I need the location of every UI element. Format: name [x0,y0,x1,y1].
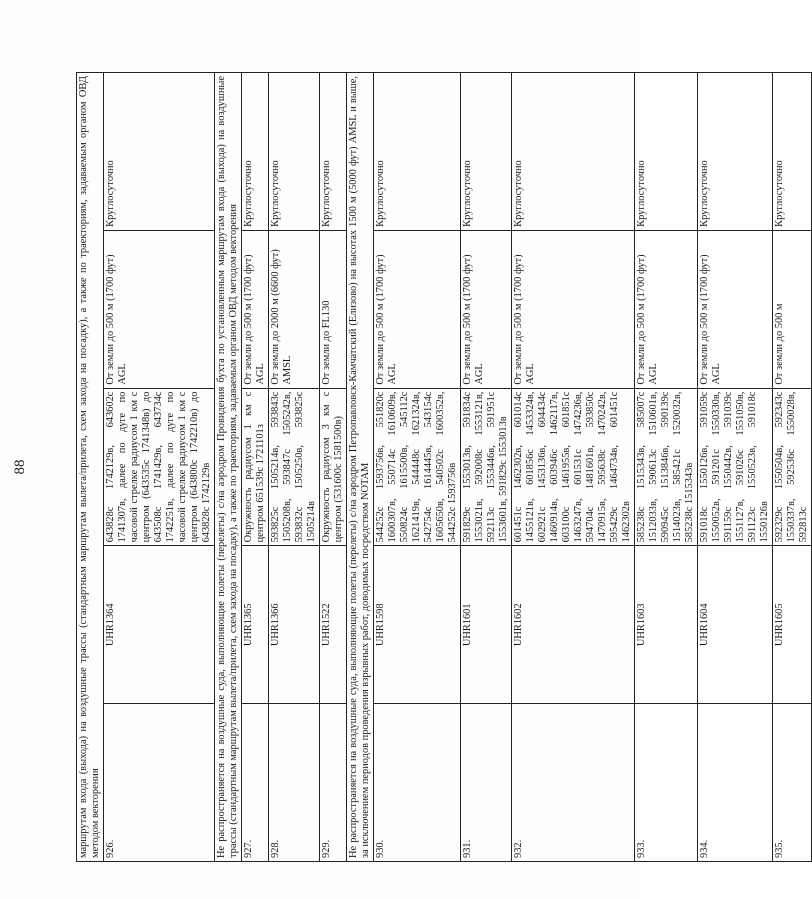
table-row [104,73,215,862]
zone-boundary: 643828с 1742129в, 643602с 1741307в, далее по дуге по часовой стрелке радиусом 1 км с центром (643535с 1741348в) до 643508с 1741429в, 643734с 1742251в, далее по дуге по часовой стрелке радиусом 1 км с центром (643800с 1742210в) до 643828с 1742129в [104,388,215,546]
table-row [698,73,773,862]
note-text: Не распространяется на воздушные суда, выполняющие полеты (перелеты) с/на аэродром Петропавловск-Камчатский (Елизово) на высотах 1500 м (5000 фут) AMSL и выше, за исключением периодов проведения взрывных работ, доводимых посредством NOTAM [347,73,374,862]
table-row [374,73,461,862]
operating-hours: Круглосуточно [461,73,512,231]
table-row [269,73,320,862]
zone-id: UHR1364 [104,546,215,704]
operating-hours: Круглосуточно [773,73,812,231]
table-row [320,73,347,862]
zone-boundary: 601451с 1462302в, 601014с 1455121в, 601856с 1453324в, 602921с 1453136в, 604434с 1460914в, 603946с 1462117в, 603100с 1461955в, 601851с 1463247в, 601531с 1474236в, 594704с 1481601в, 593850с 1470915в, 595638с 1470242в, 595429с 1464734в, 601451с 1462302в [512,388,635,546]
row-number: 935. [773,704,812,862]
altitude-limits: От земли до 500 м [773,230,812,388]
note-row [215,73,242,862]
operating-hours: Круглосуточно [242,73,269,231]
zone-boundary: 544252с 1593756в, 551820с 1600307в, 550714с 1610609в, 550824с 1615500в, 545112с 1621419в, 544448с 1621324в, 542754с 1614445в, 543154с 1605650в, 540502с 1600352в, 544252с 1593756в [374,388,461,546]
table-row [512,73,635,862]
table-row [461,73,512,862]
row-number: 934. [698,704,773,862]
row-number: 926. [104,704,215,862]
table-row [242,73,269,862]
airspace-table [76,72,812,862]
zone-boundary: 585238с 1515343в, 585007с 1512033в, 590613с 1510601в, 590945с 1513846в, 590139с 1514023в, 585421с 1520032в, 585238с 1515343в [635,388,698,546]
operating-hours: Круглосуточно [104,73,215,231]
altitude-limits: От земли до 500 м (1700 фут) AGL [461,230,512,388]
operating-hours: Круглосуточно [320,73,347,231]
zone-id: UHR1601 [461,546,512,704]
zone-boundary: Окружность радиусом 3 км с центром (531600с 1581500в) [320,388,347,546]
zone-id: UHR1604 [698,546,773,704]
operating-hours: Круглосуточно [269,73,320,231]
zone-boundary: 592329с 1550504в, 592343с 1550337в, 592536с 1550028в, 592813с [773,388,812,546]
zone-id: UHR1366 [269,546,320,704]
zone-boundary: 591829с 1553013в, 591834с 1553021в, 592008с 1553121в, 592113с 1553446в, 591951с 1553601в, 591829с 1553013в [461,388,512,546]
zone-id: UHR1522 [320,546,347,704]
altitude-limits: От земли до 500 м (1700 фут) AGL [635,230,698,388]
altitude-limits: От земли до 500 м (1700 фут) AGL [242,230,269,388]
zone-id: UHR1365 [242,546,269,704]
altitude-limits: От земли до 2000 м (6600 фут) AMSL [269,230,320,388]
row-number: 929. [320,704,347,862]
note-text: маршрутам входа (выхода) на воздушные трассы (стандартным маршрутам вылета/прилета, схем захода на посадку), а также по траекториям, задаваемым органом ОВД методом векторения [77,73,104,862]
zone-id: UHR1598 [374,546,461,704]
zone-id: UHR1602 [512,546,635,704]
operating-hours: Круглосуточно [698,73,773,231]
note-row [77,73,104,862]
altitude-limits: От земли до 500 м (1700 фут) AGL [104,230,215,388]
operating-hours: Круглосуточно [374,73,461,231]
zone-boundary: 593825с 1505214в, 593843с 1505208в, 593847с 1505242в, 593832с 1505250в, 593825с 1505214в [269,388,320,546]
operating-hours: Круглосуточно [512,73,635,231]
table-row [773,73,812,862]
table-row [635,73,698,862]
altitude-limits: От земли до 500 м (1700 фут) AGL [512,230,635,388]
row-number: 932. [512,704,635,862]
altitude-limits: От земли до 500 м (1700 фут) AGL [698,230,773,388]
altitude-limits: От земли до FL130 [320,230,347,388]
note-row [347,73,374,862]
rotated-content [12,72,809,862]
row-number: 933. [635,704,698,862]
row-number: 931. [461,704,512,862]
table-body [77,73,812,862]
note-text: Не распространяется на воздушные суда, выполняющие полеты (перелеты) с/на аэродром Провидения бухта по установленным маршрутам входа (выхода) на воздушные трассы (стандартным маршрутам вылета/прилета, схем захода на посадку), а также по траекториям, задаваемым органом ОВД методом векторения [215,73,242,862]
operating-hours: Круглосуточно [635,73,698,231]
altitude-limits: От земли до 500 м (1700 фут) AGL [374,230,461,388]
row-number: 930. [374,704,461,862]
zone-boundary: 591018с 1550126в, 591059с 1550052в, 591201с 1550330в, 591159с 1550442в, 591039с 1551127в, 591026с 1551050в, 591123с 1550523в, 591018с 1550126в [698,388,773,546]
row-number: 928. [269,704,320,862]
page-number: 88 [12,459,28,475]
zone-boundary: Окружность радиусом 1 км с центром 651539с 1721101з [242,388,269,546]
row-number: 927. [242,704,269,862]
zone-id: UHR1605 [773,546,812,704]
zone-id: UHR1603 [635,546,698,704]
